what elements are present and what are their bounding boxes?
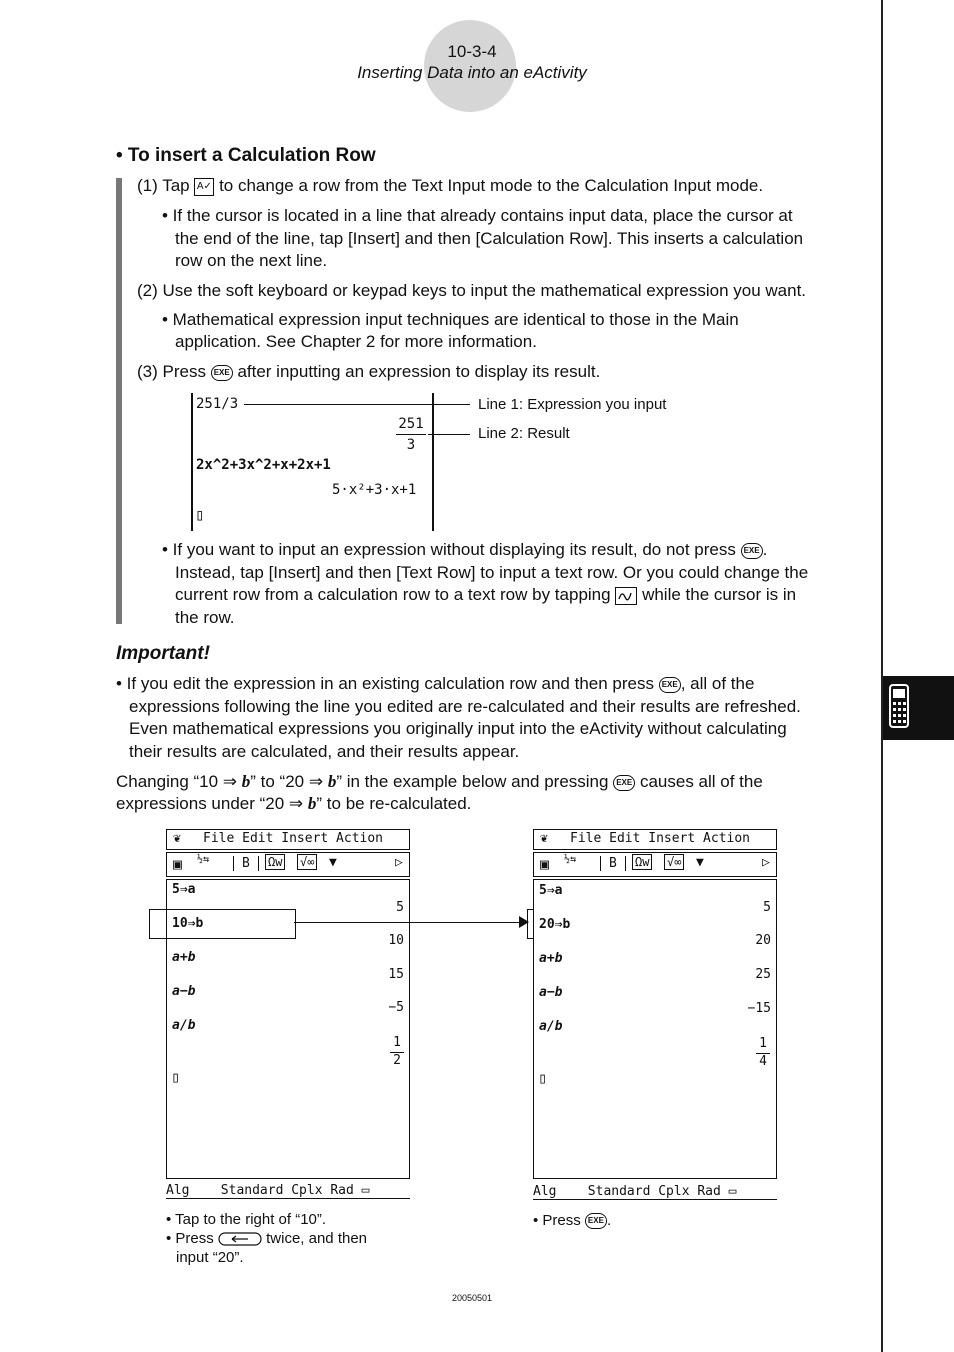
right-menu-bar[interactable]: ❦ File Edit Insert Action [533,829,777,850]
scroll-right-icon[interactable]: ▷ [395,855,403,870]
step-3: (3) Press EXE after inputting an expression to display its result. [137,362,601,381]
right-status-bar: Alg Standard Cplx Rad ▭ [533,1184,777,1200]
fraction-toggle-icon[interactable]: ½⇆ [197,854,210,865]
exe-key-icon: EXE [613,775,635,791]
battery-icon: ▭ [728,1184,737,1199]
example-fraction-denominator: 3 [406,437,416,453]
step-2: (2) Use the soft keyboard or keypad keys to input the mathematical expression you want. [137,281,807,300]
example-fraction-numerator: 251 [398,416,424,432]
battery-icon: ▭ [361,1183,370,1198]
left-row-3-expr[interactable]: a+b [172,950,196,965]
right-row-3-expr[interactable]: a+b [539,951,563,966]
left-highlight-box [149,909,296,939]
example-right-border [432,393,434,531]
save-icon[interactable]: ▣ [173,855,183,873]
text-row-icon[interactable]: Ωw [265,854,285,870]
fraction-toggle-icon[interactable]: ½⇆ [564,854,577,865]
strip-icon[interactable]: √∞ [664,854,684,870]
dropdown-icon[interactable]: ▼ [329,855,337,870]
right-row-2-result: 20 [755,933,771,948]
important-line-2: expressions following the line you edited are re-calculated and their results are refreshed. [129,697,801,716]
right-cursor: ▯ [538,1069,548,1087]
left-note-1: • Tap to the right of “10”. [166,1211,327,1228]
right-row-3-result: 25 [755,967,771,982]
calculator-icon [889,684,909,728]
left-note-3: input “20”. [176,1249,244,1266]
left-status-bar: Alg Standard Cplx Rad ▭ [166,1183,410,1199]
right-row-5-den: 4 [759,1054,767,1069]
dropdown-icon[interactable]: ▼ [696,855,704,870]
right-row-2-expr[interactable]: 20⇒b [539,917,571,932]
right-note-1: • Press EXE . [533,1212,612,1229]
left-cursor: ▯ [171,1068,181,1086]
left-menu-bar[interactable]: ❦ File Edit Insert Action [166,829,410,850]
changing-line-1: Changing “10 ⇒ b” to “20 ⇒ b” in the example below and pressing EXE causes all of the [116,772,763,791]
step-1: (1) Tap A✓ to change a row from the Text Input mode to the Calculation Input mode. [137,176,764,195]
right-row-5-expr[interactable]: a/b [539,1019,563,1034]
step-3-bullet-line-1: • If you want to input an expression without displaying its result, do not press EXE . [162,540,768,559]
text-row-toggle-icon [615,587,637,605]
callout-label-2: Line 2: Result [478,425,570,442]
important-heading: Important! [116,643,210,664]
step-3-bullet-line-3: current row from a calculation row to a text row by tapping while the cursor is in [175,585,797,604]
left-row-2-expr[interactable]: 10⇒b [172,916,204,931]
right-toolbar[interactable] [533,852,777,877]
left-row-5-den: 2 [393,1053,401,1068]
example-fraction-bar [396,434,426,435]
page-footer-code: 20050501 [451,1293,493,1303]
bold-button[interactable]: B [600,856,626,871]
step-3-bullet-line-2: Instead, tap [Insert] and then [Text Row] to input a text row. Or you could change the [175,563,809,582]
right-row-4-expr[interactable]: a−b [539,985,563,1000]
arrow-line [294,922,524,923]
step-2-bullet-line-2: application. See Chapter 2 for more information. [175,332,537,351]
exe-key-icon: EXE [659,677,681,693]
procedure-sidebar-bar [116,178,122,624]
callout-label-1: Line 1: Expression you input [478,396,667,413]
example-left-border [191,393,193,531]
example-result-2: 5·x²+3·x+1 [332,482,417,498]
text-calc-toggle-icon: A✓ [194,178,214,196]
example-expression-1: 251/3 [196,396,239,412]
changing-line-2: expressions under “20 ⇒ b” to be re-calculated. [116,794,472,813]
left-row-5-num: 1 [393,1035,401,1050]
exe-key-icon: EXE [585,1213,607,1229]
bold-button[interactable]: B [233,856,259,871]
right-row-5-num: 1 [759,1036,767,1051]
menu-icon[interactable]: ❦ [173,831,181,846]
save-icon[interactable]: ▣ [540,855,550,873]
left-row-1-expr[interactable]: 5⇒a [172,882,196,897]
important-line-1: • If you edit the expression in an existing calculation row and then press EXE , all of the [116,674,755,693]
example-cursor: ▯ [195,505,205,524]
step-1-bullet-line-1: • If the cursor is located in a line that already contains input data, place the cursor at [162,206,793,225]
exe-key-icon: EXE [211,365,233,381]
exe-key-icon: EXE [741,543,763,559]
scroll-right-icon[interactable]: ▷ [762,855,770,870]
section-title: Inserting Data into an eActivity [357,63,587,82]
right-row-1-result: 5 [763,900,771,915]
left-row-4-expr[interactable]: a−b [172,984,196,999]
text-row-icon[interactable]: Ωw [632,854,652,870]
right-row-4-result: −15 [747,1001,771,1016]
menu-icon[interactable]: ❦ [540,831,548,846]
important-line-3: Even mathematical expressions you originally input into the eActivity without calculating [129,719,787,738]
left-toolbar[interactable] [166,852,410,877]
right-row-1-expr[interactable]: 5⇒a [539,883,563,898]
important-line-4: their results are calculated, and their results appear. [129,742,520,761]
step-1-bullet-line-3: row on the next line. [175,251,328,270]
step-3-bullet-line-4: the row. [175,608,235,627]
callout-line-1 [244,404,470,405]
step-2-bullet-line-1: • Mathematical expression input techniques are identical to those in the Main [162,310,739,329]
left-row-3-result: 15 [388,967,404,982]
procedure-heading: • To insert a Calculation Row [116,145,376,166]
left-row-4-result: −5 [388,1000,404,1015]
strip-icon[interactable]: √∞ [297,854,317,870]
left-row-1-result: 5 [396,900,404,915]
left-row-2-result: 10 [388,933,404,948]
step-1-bullet-line-2: the end of the line, tap [Insert] and then [Calculation Row]. This inserts a calculation [175,229,804,248]
left-note-2: • Press twice, and then [166,1230,368,1247]
callout-line-2 [428,434,470,435]
example-expression-2: 2x^2+3x^2+x+2x+1 [196,457,331,473]
backspace-key-icon [218,1231,262,1247]
left-row-5-expr[interactable]: a/b [172,1018,196,1033]
section-number: 10-3-4 [447,42,497,61]
